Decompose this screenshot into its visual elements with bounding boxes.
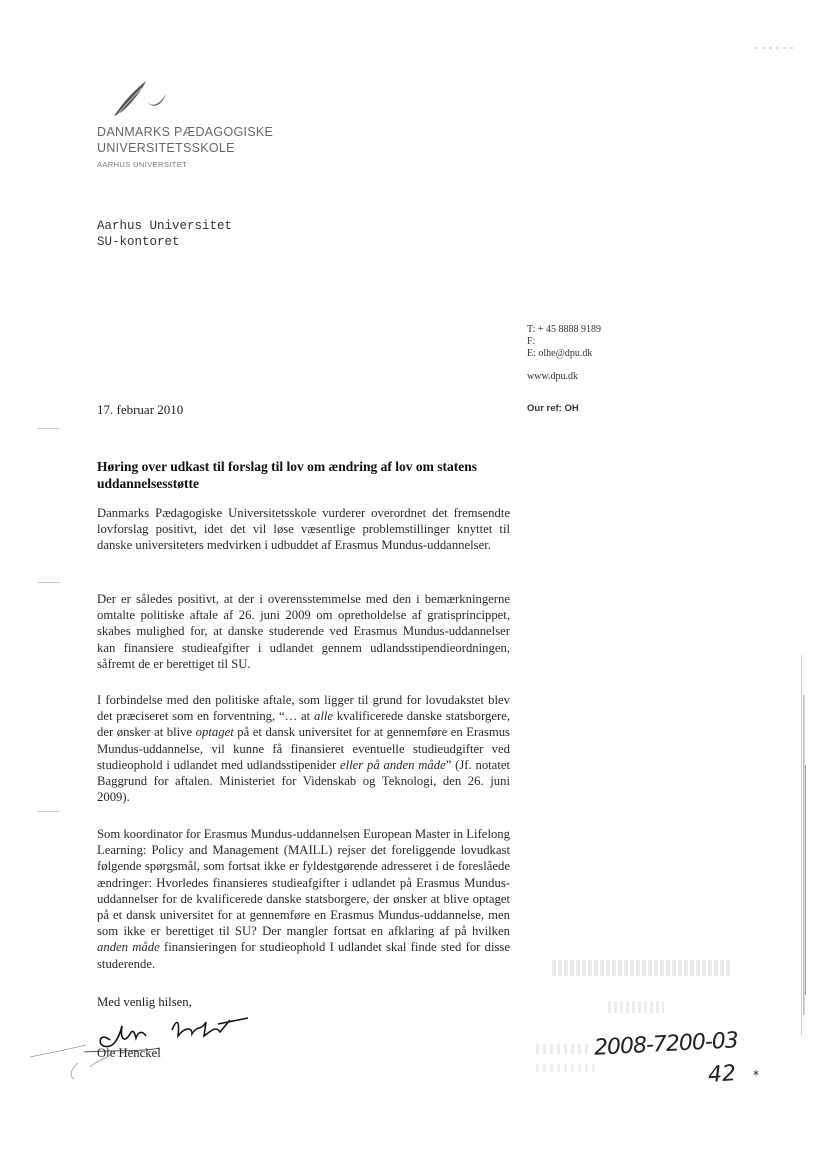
letterhead-name-line1: DANMARKS PÆDAGOGISKE: [97, 125, 274, 139]
emphasis-alle: alle: [313, 709, 334, 724]
letter-date: 17. februar 2010: [97, 402, 184, 417]
university-logo-icon: [112, 78, 168, 118]
paragraph-2: Der er således positivt, at der i overensstemmelse med den i bemærkningerne omtalte politiske aftale af 26. juni 2009 om opretholdelse af gratisprincippet, skabes mulighed for, at danske studerende ved Erasmus Mundus-uddannelser kan finansiere studieafgifter i udlandet gennem udlandsstipendieordningen, såfremt de er berettiget til SU.: [97, 592, 510, 671]
faint-stamp-mark: [536, 1064, 596, 1072]
margin-fold-mark: [38, 811, 60, 812]
signatory-name: Ole Henckel: [97, 1046, 161, 1060]
emphasis-optaget: optaget: [195, 725, 234, 740]
scan-noise: [755, 47, 795, 49]
faint-received-stamp: [552, 960, 732, 976]
margin-fold-mark: [38, 582, 60, 583]
handwritten-journal-number: 2008-7200-03: [593, 1028, 739, 1061]
paragraph-3-text: på et dansk universitet for at gennemføre en Erasmus Mundus-uddannelse, vil kunne få finansieret eventuelle studieudgifter ved studieophold i udlandet med udlandsstipenider: [97, 725, 510, 772]
handwritten-page-number: 42: [707, 1061, 737, 1088]
our-reference: Our ref: OH: [527, 403, 579, 414]
faint-stamp-date: [608, 1001, 664, 1013]
emphasis-anden-maade: anden måde: [97, 940, 160, 955]
margin-fold-mark: [38, 428, 60, 429]
paragraph-3-text: I forbindelse med den politiske aftale, som ligger til grund for lovudakstet blev det præciseret som en forventning, “… at: [97, 693, 510, 724]
paragraph-4-text: finansieringen for studieophold I udlandet skal finde sted for disse studerende.: [97, 940, 510, 971]
paragraph-4-text: Som koordinator for Erasmus Mundus-uddannelsen European Master in Lifelong Learning: Policy and Management (MAILL) rejser det foreliggende lovudkast følgende spørgsmål, som fortsat ikke er fyldestgørende adresseret i de foreslåede ændringer: Hvorledes finansieres studieafgifter i udlandet på Erasmus Mundus-uddannelser for de kvalificerede danske statsborgere, der ønsker at blive optaget på et dansk universitet for at gennemføre en Erasmus Mundus-uddannelse, men som ikke er berettiget til SU? Der mangler fortsat en afklaring af på hvilken: [97, 827, 510, 939]
contact-email: E: olhe@dpu.dk: [527, 348, 593, 359]
contact-telephone: T: + 45 8888 9189: [527, 324, 602, 335]
paragraph-3-text: kvalificerede danske statsborgere, der ønsker at blive: [97, 709, 511, 740]
closing-salutation: Med venlig hilsen,: [97, 995, 192, 1009]
scan-edge-artifact: [800, 655, 808, 1035]
paragraph-4: [97, 826, 510, 972]
paragraph-1: Danmarks Pædagogiske Universitetsskole vurderer overordnet det fremsendte lovforslag positivt, idet det vil løse væsentlige problemstillinger knyttet til danske universiteters medvirken i udbuddet af Erasmus Mundus-uddannelser.: [97, 506, 510, 553]
paragraph-3-text: ” (Jf. notatet Baggrund for aftalen. Ministeriet for Videnskab og Teknologi, den 26. juni 2009).: [97, 757, 510, 805]
recipient-line1: Aarhus Universitet: [97, 219, 233, 233]
emphasis-eller-paa-anden-maade: eller på anden måde: [339, 757, 446, 772]
faint-stamp-mark: [536, 1044, 588, 1054]
letterhead-affiliation: AARHUS UNIVERSITET: [97, 160, 188, 169]
letter-title: Høring over udkast til forslag til lov om ændring af lov om statens uddannelsesstøtte: [97, 459, 478, 491]
contact-fax: F:: [527, 336, 536, 347]
margin-doodle: [20, 1035, 160, 1085]
handwritten-mark: *: [753, 1068, 759, 1082]
paragraph-3: [97, 692, 510, 805]
letterhead-name-line2: UNIVERSITETSSKOLE: [97, 141, 235, 155]
recipient-line2: SU-kontoret: [97, 235, 180, 249]
contact-website: www.dpu.dk: [527, 371, 579, 382]
